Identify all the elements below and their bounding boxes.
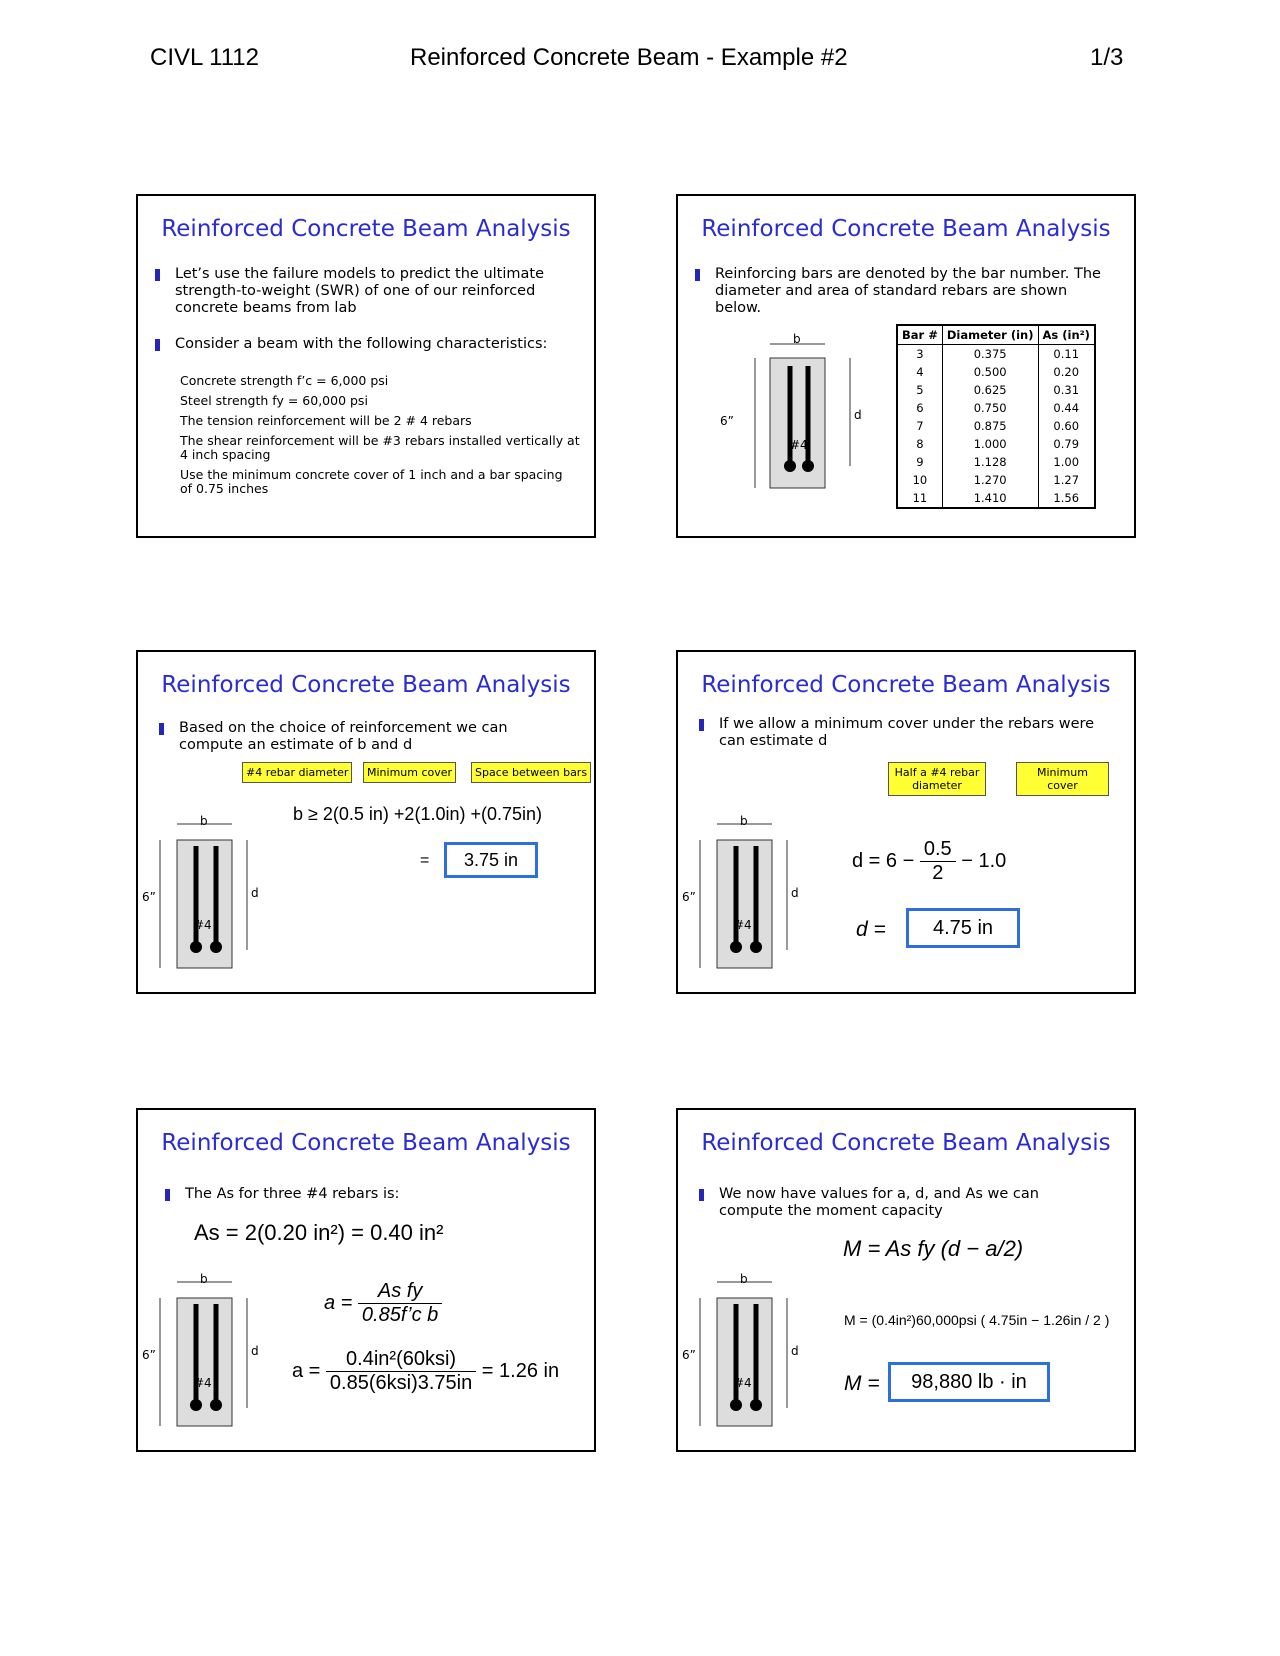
table-cell: 6 — [897, 399, 942, 417]
item: The shear reinforcement will be #3 rebars installed vertically at 4 inch spacing — [180, 433, 580, 462]
d-result: 4.75 in — [906, 908, 1020, 948]
beam-section-graphic — [144, 812, 294, 982]
beam-section-graphic — [684, 1270, 834, 1440]
item: The tension reinforcement will be 2 # 4 rebars — [180, 413, 472, 428]
bullet: We now have values for a, d, and As we can compute the moment capacity — [719, 1186, 1099, 1220]
slide-4 — [676, 650, 1136, 994]
label-b: b — [200, 814, 208, 828]
label-b: b — [740, 814, 748, 828]
d-denominator: 2 — [932, 862, 944, 884]
beam-diagram — [684, 1270, 834, 1440]
label-h: 6” — [682, 1348, 696, 1362]
table-cell: 0.60 — [1038, 417, 1095, 435]
slide-5 — [136, 1108, 596, 1452]
table-cell: 0.79 — [1038, 435, 1095, 453]
col-header: Bar # — [897, 325, 942, 345]
a-denominator: 0.85f’c b — [361, 1304, 439, 1326]
label-h: 6” — [142, 1348, 156, 1362]
table-cell: 0.875 — [942, 417, 1038, 435]
col-header: As (in²) — [1038, 325, 1095, 345]
as-equation: As = 2(0.20 in²) = 0.40 in² — [194, 1220, 444, 1245]
table-cell: 0.500 — [942, 363, 1038, 381]
table-row — [897, 435, 1095, 453]
slide-6 — [676, 1108, 1136, 1452]
label-h: 6” — [720, 414, 734, 428]
table-cell: 0.44 — [1038, 399, 1095, 417]
label-d: d — [791, 1344, 799, 1358]
slide-title: Reinforced Concrete Beam Analysis — [701, 1130, 1111, 1156]
d-numerator: 0.5 — [920, 838, 956, 862]
callout: Minimum cover — [1016, 762, 1109, 796]
beam-diagram — [684, 812, 834, 982]
label-d: d — [854, 408, 862, 422]
page-number: 1/3 — [1090, 44, 1124, 71]
table-cell: 0.31 — [1038, 381, 1095, 399]
b-result: 3.75 in — [444, 842, 538, 878]
item: Use the minimum concrete cover of 1 inch and a bar spacing of 0.75 inches — [180, 467, 563, 496]
label-bar: #4 — [734, 1376, 752, 1390]
table-cell: 1.00 — [1038, 453, 1095, 471]
table-cell: 5 — [897, 381, 942, 399]
d-eq-right: − 1.0 — [961, 849, 1007, 872]
a-label: a = — [292, 1359, 321, 1382]
table-row — [897, 471, 1095, 489]
a-calc-numerator: 0.4in²(60ksi) — [326, 1348, 476, 1372]
beam-diagram — [144, 1270, 294, 1440]
slide-title: Reinforced Concrete Beam Analysis — [161, 216, 571, 242]
table-cell: 0.625 — [942, 381, 1038, 399]
label-bar: #4 — [194, 1376, 212, 1390]
table-cell: 0.11 — [1038, 345, 1095, 364]
slide-title: Reinforced Concrete Beam Analysis — [701, 216, 1111, 242]
moment-formula: M = As fy (d − a/2) — [843, 1236, 1024, 1261]
table-row — [897, 363, 1095, 381]
col-header: Diameter (in) — [942, 325, 1038, 345]
beam-section-graphic — [144, 1270, 294, 1440]
table-cell: 1.27 — [1038, 471, 1095, 489]
slide-2 — [676, 194, 1136, 538]
label-b: b — [200, 1272, 208, 1286]
label-h: 6” — [142, 890, 156, 904]
table-cell: 0.20 — [1038, 363, 1095, 381]
label-b: b — [793, 332, 801, 346]
moment-substitution: M = (0.4in²)60,000psi ( 4.75in − 1.26in / 2 ) — [844, 1312, 1110, 1328]
moment-result: 98,880 lb · in — [888, 1362, 1050, 1402]
table-cell: 7 — [897, 417, 942, 435]
callout: Space between bars — [471, 762, 591, 783]
table-cell: 1.128 — [942, 453, 1038, 471]
slide-title: Reinforced Concrete Beam Analysis — [701, 672, 1111, 698]
b-equation: b ≥ 2(0.5 in) +2(1.0in) +(0.75in) — [293, 804, 543, 824]
table-cell: 8 — [897, 435, 942, 453]
slide-3 — [136, 650, 596, 994]
a-label: a = — [324, 1291, 353, 1314]
table-row — [897, 381, 1095, 399]
label-bar: #4 — [790, 438, 808, 452]
equals-sign: = — [420, 852, 430, 869]
d-label: d = — [856, 918, 886, 941]
beam-diagram — [710, 332, 862, 506]
a-calc-denominator: 0.85(6ksi)3.75in — [329, 1372, 473, 1394]
table-cell: 1.410 — [942, 489, 1038, 508]
item: Concrete strength f’c = 6,000 psi — [180, 373, 389, 388]
bullet: Based on the choice of reinforcement we can compute an estimate of b and d — [179, 720, 559, 754]
label-bar: #4 — [734, 918, 752, 932]
callout: #4 rebar diameter — [242, 762, 352, 783]
table-cell: 9 — [897, 453, 942, 471]
table-row — [897, 453, 1095, 471]
table-cell: 0.375 — [942, 345, 1038, 364]
slide-1 — [136, 194, 596, 538]
label-d: d — [251, 886, 259, 900]
label-d: d — [251, 1344, 259, 1358]
rebar-table — [896, 324, 1096, 509]
d-eq-left: d = 6 − — [852, 849, 915, 872]
beam-diagram — [144, 812, 294, 982]
bullet: Reinforcing bars are denoted by the bar number. The diameter and area of standard rebars are shown below. — [715, 266, 1115, 317]
table-row — [897, 399, 1095, 417]
m-label: M = — [844, 1372, 880, 1395]
table-cell: 0.750 — [942, 399, 1038, 417]
slide-title: Reinforced Concrete Beam Analysis — [161, 672, 571, 698]
table-cell: 3 — [897, 345, 942, 364]
bullet: The As for three #4 rebars is: — [185, 1186, 545, 1203]
label-b: b — [740, 1272, 748, 1286]
label-h: 6” — [682, 890, 696, 904]
table-cell: 10 — [897, 471, 942, 489]
bullet: Consider a beam with the following characteristics: — [175, 336, 565, 353]
table-row — [897, 489, 1095, 508]
callout: Half a #4 rebar diameter — [888, 762, 986, 796]
a-numerator: As fy — [358, 1280, 442, 1304]
bullet: Let’s use the failure models to predict the ultimate strength-to-weight (SWR) of one of our reinforced concrete beams from lab — [175, 266, 565, 317]
table-cell: 1.56 — [1038, 489, 1095, 508]
a-formula — [324, 1280, 442, 1327]
a-calculation — [292, 1348, 559, 1395]
item: Steel strength fy = 60,000 psi — [180, 393, 368, 408]
label-d: d — [791, 886, 799, 900]
course-code: CIVL 1112 — [150, 44, 259, 71]
table-cell: 1.270 — [942, 471, 1038, 489]
bullet: If we allow a minimum cover under the rebars were can estimate d — [719, 716, 1099, 750]
table-row — [897, 345, 1095, 364]
label-bar: #4 — [194, 918, 212, 932]
table-cell: 1.000 — [942, 435, 1038, 453]
a-calc-result: = 1.26 in — [481, 1359, 560, 1382]
callout: Minimum cover — [363, 762, 456, 783]
table-row — [897, 417, 1095, 435]
table-cell: 11 — [897, 489, 942, 508]
slide-title: Reinforced Concrete Beam Analysis — [161, 1130, 571, 1156]
document-title: Reinforced Concrete Beam - Example #2 — [410, 44, 848, 71]
beam-section-graphic — [684, 812, 834, 982]
table-cell: 4 — [897, 363, 942, 381]
d-equation — [852, 838, 1006, 885]
